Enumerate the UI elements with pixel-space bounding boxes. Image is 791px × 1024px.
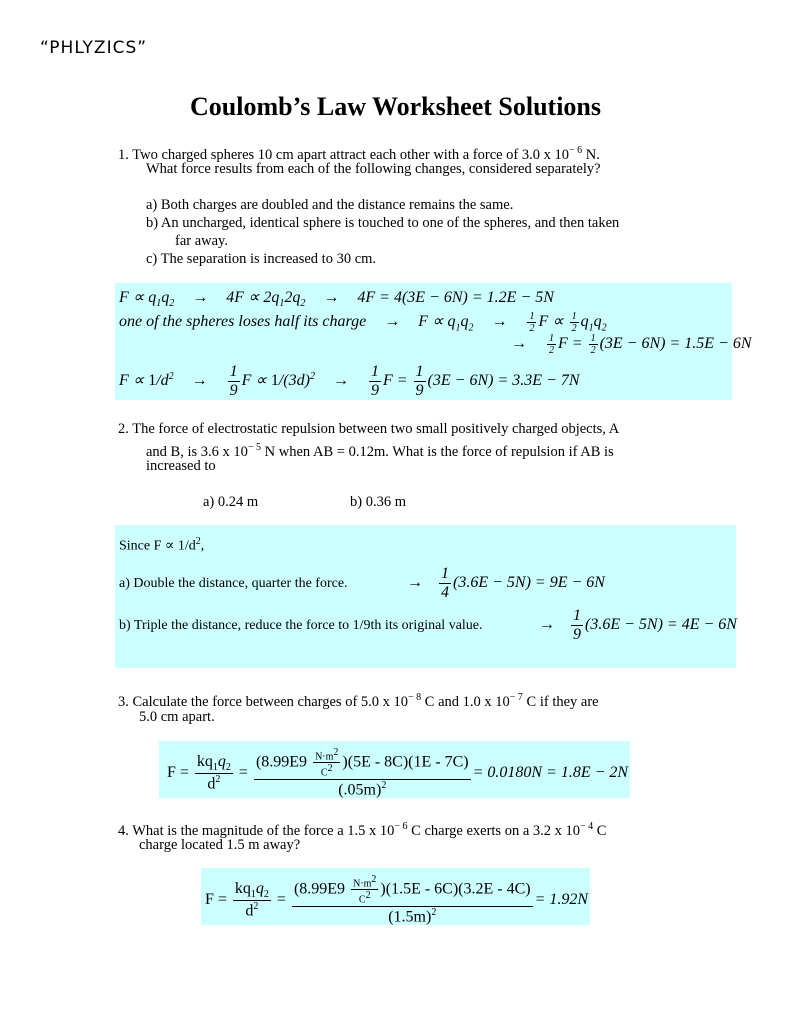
q2-since-text: Since F ∝	[119, 538, 175, 554]
q4-line1a: What is the magnitude of the force a 1.5 x 10	[132, 822, 395, 839]
q2-line1: The force of electrostatic repulsion between two small positively charged objects, A	[132, 421, 620, 437]
q3-line1c: C if they are	[522, 693, 599, 710]
q1-part-a: a) Both charges are doubled and the distance remains the same.	[146, 197, 514, 213]
q1-exp: − 6	[569, 145, 583, 156]
q1-part-b-cont: far away.	[175, 233, 228, 249]
q2-sol-b: b) Triple the distance, reduce the force to 1/9th its original value.	[119, 618, 483, 633]
q3-number: 3.	[118, 693, 129, 710]
q1-sol-row1: $F \propto q_1q_2 \to 4F \propto 2q_12q_2 \to 4F = 4(3E - 6N) = 1.2E - 5N$	[119, 289, 554, 310]
q3-line1a: Calculate the force between charges of 5.0 x 10	[132, 693, 409, 710]
q2-part-b: b) 0.36 m	[350, 494, 406, 510]
q1-r4a: F ∝	[119, 372, 145, 390]
q1-part-b: b) An uncharged, identical sphere is touched to one of the spheres, and then taken	[146, 215, 620, 231]
page-title: Coulomb’s Law Worksheet Solutions	[189, 92, 602, 121]
q1-r1a: F ∝ q	[119, 289, 157, 306]
q1-r2b: F ∝ q	[418, 313, 456, 331]
q3-num: (8.99E9	[255, 753, 308, 771]
q2-a-eq: (3.6E − 5N) = 9E − 6N	[453, 574, 605, 592]
q2-sol-a-eq: → $\frac{1}{4}$ (3.6E − 5N) = 9E − 6N	[407, 565, 605, 601]
q4-exp2: − 4	[580, 821, 594, 832]
q1-sol-row3: → $\frac{1}{2}$ F = $\frac{1}{2}$ (3E − 6N) = 1.5E − 6N	[511, 333, 752, 356]
q4-solution-box	[201, 868, 590, 925]
q2-sol-b-eq: → $\frac{1}{9}$ (3.6E − 5N) = 4E − 6N	[539, 607, 737, 643]
q1-r4c: (3E − 6N) = 3.3E − 7N	[427, 372, 580, 390]
q4-den: (1.5m)	[388, 907, 432, 925]
q3-equation: F = $\frac{kq_1q_2}{d^2}$ = (8.99E9 $\frac{N\cdot m^2}{C^2}$ )(5E - 8C)(1E - 7C) $(.05m)^2$ = 0.0180N = 1.8E − 2N	[167, 747, 629, 798]
q3-exp1: − 8	[408, 692, 422, 703]
q3-solution-box	[159, 741, 630, 798]
q2-line2	[146, 439, 614, 461]
q2-b-eq: (3.6E − 5N) = 4E − 6N	[585, 616, 737, 634]
q1-unit: N.	[582, 146, 600, 163]
q2-sol-a: a) Double the distance, quarter the force.	[119, 576, 348, 591]
q2-since: Since $F \propto 1/d^2$,	[119, 536, 205, 554]
q1-part-c: c) The separation is increased to 30 cm.	[146, 251, 377, 267]
q4-num: (8.99E9	[293, 880, 346, 898]
q4-exp1: − 6	[394, 821, 408, 832]
q1-line2: What force results from each of the following changes, considered separately?	[146, 161, 601, 177]
q4-num2: )(1.5E - 6C)(3.2E - 4C)	[380, 880, 531, 898]
q1-line1: Two charged spheres 10 cm apart attract each other with a force of 3.0 x 10	[132, 146, 570, 163]
q3-exp2: − 7	[509, 692, 523, 703]
q1-sol-row4: $F \propto 1/d^2$ → $\frac{1}{9}$ $F \propto 1/(3d)^2$ → $\frac{1}{9}$ F = $\frac{1}{9}$ (3E − 6N) = 3.3E − 7N	[119, 363, 580, 399]
q1-r1c: 4F = 4(3E − 6N) = 1.2E − 5N	[357, 289, 554, 306]
q4-line1c: C	[593, 822, 607, 839]
q1-number: 1.	[118, 146, 129, 163]
site-logo: “PHLYZICS”	[40, 38, 148, 58]
q2-exp: − 5	[247, 442, 262, 453]
q4-line2: charge located 1.5 m away?	[139, 837, 301, 853]
q1-r2c: F ∝	[538, 313, 564, 331]
q1-r1b: 4F ∝ 2q	[226, 289, 280, 306]
q3-den: (.05m)	[338, 780, 382, 798]
q3-result: = 0.0180N = 1.8E − 2N	[472, 763, 629, 781]
q1-r4b: F ∝	[241, 372, 267, 390]
q2-line2a: and B, is 3.6 x 10	[146, 443, 248, 460]
q1-solution-box	[115, 283, 752, 400]
q3-line2: 5.0 cm apart.	[139, 709, 215, 725]
q3-num2: )(5E - 8C)(1E - 7C)	[342, 753, 469, 771]
q2-line2b: N when AB = 0.12m. What is the force of repulsion if AB is	[261, 443, 614, 460]
q3-line1b: C and 1.0 x 10	[421, 693, 510, 710]
q1-sol-row2: one of the spheres loses half its charge → $F \propto q_1q_2$ → $\frac{1}{2}$ F ∝ $\frac{1}{2}$ $q_1q_2$	[119, 311, 607, 334]
q2-number: 2.	[118, 421, 129, 437]
q1-r3b: (3E − 6N) = 1.5E − 6N	[599, 335, 752, 353]
q1-r2a: one of the spheres loses half its charge	[119, 313, 367, 331]
q2-solution-box	[115, 525, 736, 668]
q2-line3: increased to	[146, 458, 216, 474]
q4-number: 4.	[118, 822, 129, 839]
q4-result: = 1.92N	[534, 890, 589, 908]
q4-equation: F = $\frac{kq_1q_2}{d^2}$ = (8.99E9 $\frac{N\cdot m^2}{C^2}$ )(1.5E - 6C)(3.2E - 4C) $(1.5m)^2$ = 1.92N	[205, 874, 589, 925]
q1-r3: F =	[558, 335, 583, 353]
q2-part-a: a) 0.24 m	[203, 494, 259, 510]
question-2	[118, 420, 619, 438]
q4-line1b: C charge exerts on a 3.2 x 10	[407, 822, 581, 839]
